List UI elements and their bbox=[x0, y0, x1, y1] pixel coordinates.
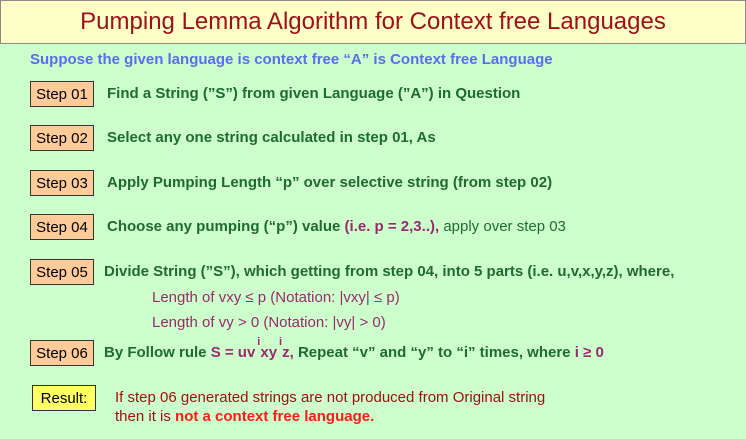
step-03-tag: Step 03 bbox=[30, 170, 94, 196]
step-02-tag: Step 02 bbox=[30, 125, 94, 151]
step-05-tag: Step 05 bbox=[30, 259, 94, 285]
result-line-2 bbox=[115, 408, 374, 425]
step-05-text: Divide String (”S”), which getting from step 04, into 5 parts (i.e. u,v,x,y,z), where, bbox=[104, 263, 675, 280]
step-06-text bbox=[104, 336, 604, 361]
result-line-1: If step 06 generated strings are not produced from Original string bbox=[115, 389, 546, 406]
result-line-2-prefix: then it is bbox=[115, 408, 171, 425]
result-line-2-emphasis: not a context free language bbox=[175, 408, 371, 425]
step-06-main: By Follow rule bbox=[104, 344, 207, 361]
step-01-text: Find a String (”S”) from given Language (”A”) in Question bbox=[107, 85, 521, 102]
title-bar bbox=[0, 0, 746, 44]
step-04-tail: apply over step 03 bbox=[439, 218, 566, 235]
step-06-condition: i ≥ 0 bbox=[574, 344, 604, 361]
step-04-text bbox=[107, 218, 566, 235]
step-02-text: Select any one string calculated in step 01, As bbox=[107, 129, 436, 146]
result-line-2-suffix: . bbox=[370, 408, 375, 425]
step-05-condition-1: Length of vxy ≤ p (Notation: |vxy| ≤ p) bbox=[152, 289, 400, 306]
step-03-text: Apply Pumping Length “p” over selective string (from step 02) bbox=[107, 174, 553, 191]
step-06-formula: $S = uv^ixy^iz$, bbox=[210, 336, 294, 361]
step-04-tag: Step 04 bbox=[30, 214, 94, 240]
intro-text: Suppose the given language is context free “A” is Context free Language bbox=[30, 51, 553, 68]
step-04-highlight: (i.e. p = 2,3..), bbox=[344, 218, 440, 235]
step-04-main: Choose any pumping (“p”) value bbox=[107, 218, 341, 235]
step-06-tag: Step 06 bbox=[30, 340, 94, 366]
result-tag: Result: bbox=[32, 385, 96, 411]
step-06-tail: Repeat “v” and “y” to “i” times, where bbox=[297, 344, 571, 361]
step-05-condition-2: Length of vy > 0 (Notation: |vy| > 0) bbox=[152, 314, 386, 331]
page-title: Pumping Lemma Algorithm for Context free Languages bbox=[80, 8, 666, 35]
step-01-tag: Step 01 bbox=[30, 81, 94, 107]
